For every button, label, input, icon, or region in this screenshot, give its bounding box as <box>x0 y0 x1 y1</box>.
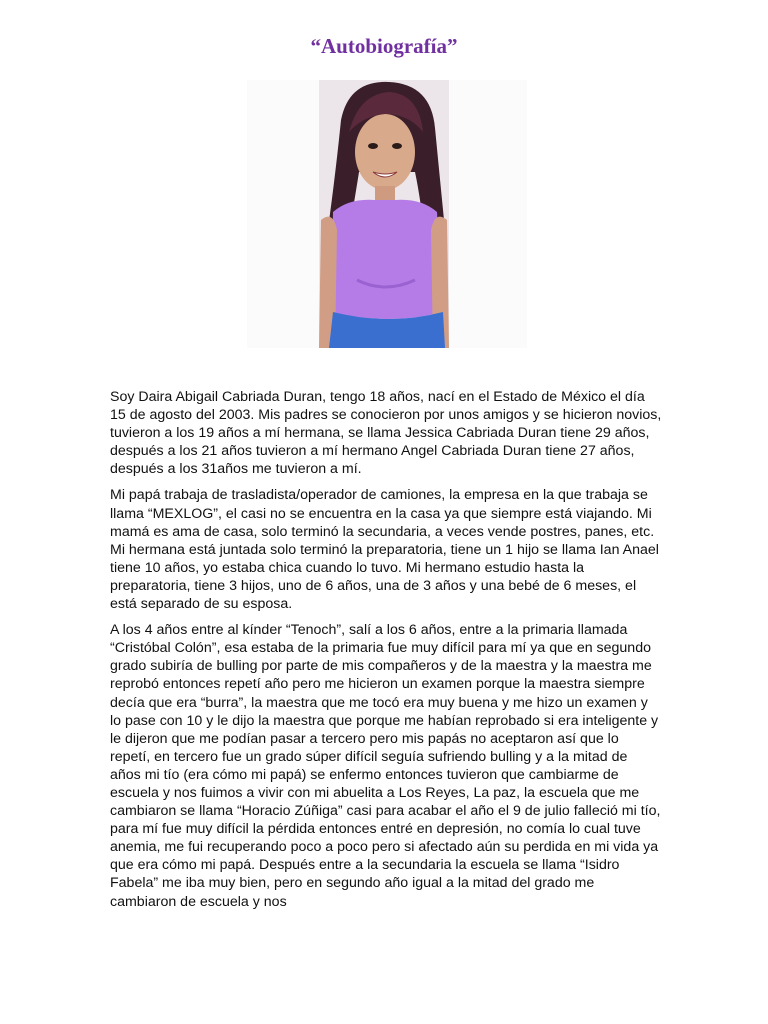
portrait-photo <box>319 80 449 348</box>
paragraph: A los 4 años entre al kínder “Tenoch”, salí a los 6 años, entre a la primaria llamada “Cristóbal Colón”, esa estaba de la primaria fue muy difícil para mí ya que en segundo grado subiría de bulling por parte de mis compañeros y de la maestra y la maestra me reprobó entonces repetí año pero me hicieron un examen porque la maestra siempre decía que era “burra”, la maestra que me tocó era muy buena y me hizo un examen y lo pase con 10 y le dijo la maestra que porque me habían reprobado si era inteligente y le dijeron que me podían pasar a tercero pero mis papás no aceptaron así que lo repetí, en tercero fue un grado súper difícil seguía sufriendo bulling y a la mitad de años mi tío (era cómo mi papá) se enfermo entonces tuvieron que cambiarme de escuela y nos fuimos a vivir con mi abuelita a Los Reyes, La paz, la escuela que me cambiaron se llama “Horacio Zúñiga” casi para acabar el año el 9 de julio falleció mi tío, para mí fue muy difícil la pérdida entonces entré en depresión, no comía lo cual tuve anemia, me fui recuperando poco a poco pero si afectado aún su perdida en mi vida ya que era cómo mi papá. Después entre a la secundaria la escuela se llama “Isidro Fabela” me iba muy bien, pero en segundo año igual a la mitad del grado me cambiaron de escuela y nos <box>110 622 661 910</box>
body-text <box>110 388 662 919</box>
document-title: “Autobiografía” <box>310 34 458 58</box>
paragraph: Soy Daira Abigail Cabriada Duran, tengo 18 años, nací en el Estado de México el día 15 de agosto del 2003. Mis padres se conocieron por unos amigos y se hicieron novios, tuvieron a los 19 años a mí hermana, se llama Jessica Cabriada Duran tiene 29 años, después a los 21 años tuvieron a mí hermano Angel Cabriada Duran tiene 27 años, después a los 31años me tuvieron a mí. <box>110 389 662 478</box>
paragraph: Mi papá trabaja de trasladista/operador de camiones, la empresa en la que trabaja se llama “MEXLOG”, el casi no se encuentra en la casa ya que siempre está viajando. Mi mamá es ama de casa, solo terminó la secundaria, a veces vende postres, panes, etc. Mi hermana está juntada solo terminó la preparatoria, tiene un 1 hijo se llama Ian Anael tiene 10 años, yo estaba chica cuando lo tuvo. Mi hermano estudio hasta la preparatoria, tiene 3 hijos, uno de 6 años, una de 3 años y una bebé de 6 meses, el está separado de su esposa. <box>110 487 659 613</box>
portrait-illustration <box>319 80 449 348</box>
